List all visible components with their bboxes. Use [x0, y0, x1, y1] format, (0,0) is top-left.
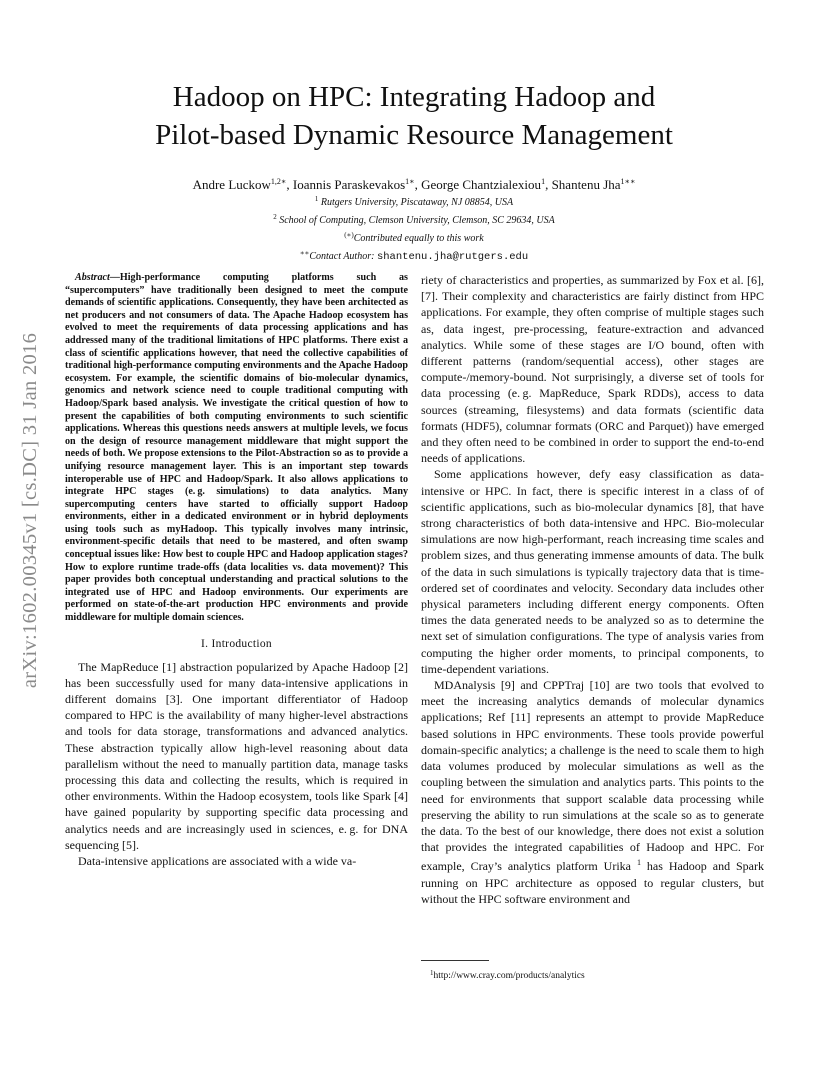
equal-contribution-note — [0, 228, 828, 246]
section-heading-introduction: I. Introduction — [201, 637, 272, 650]
contact-author-note — [0, 246, 828, 265]
arxiv-identifier: arXiv:1602.00345v1 [cs.DC] 31 Jan 2016 — [19, 332, 42, 688]
footnote-mark: 1 — [430, 969, 434, 977]
abstract — [65, 272, 408, 625]
affiliation-mark: 2 — [273, 213, 277, 221]
abstract-text: —High-performance computing platforms such as “supercomputers” have traditionally been designed to meet the compute demands of scientific applications. Consequently, they have been architected as net producers and not consumers of data. The Apache Hadoop ecosystem has evolved to meet the requirements of data processing applications and has addressed many of the traditional limitations of HPC platforms. There exist a class of scientific applications however, that need the collective capabilities of traditional high-performance computing environments and the Apache Hadoop ecosystem. For example, the scientific domains of bio-molecular dynamics, genomics and network science need to couple traditional computing with Hadoop/Spark based analysis. We investigate the critical question of how to present the capabilities of both computing environments to such scientific applications. Whereas this questions needs answers at multiple levels, we focus on the design of resource management middleware that might support the needs of both. We propose extensions to the Pilot-Abstraction so as to provide a unifying resource management layer. This is an important step towards interoperable use of HPC and Hadoop/Spark. It also allows applications to integrate HPC stages (e. g. simulations) to data analytics. Many supercomputing centers have started to officially support Hadoop environments, either in a dedicated environment or in hybrid deployments using tools such as myHadoop. This typically involves many intrinsic, environment-specific details that need to be mastered, and often swamp conceptual issues like: How best to couple HPC and Hadoop application stages? How to explore runtime trade-offs (data localities vs. data movement)? This paper provides both conceptual understanding and practical solutions to the integrated use of HPC and Hadoop environments. Our experiments are performed on state-of-the-art production HPC environments and provide middleware for multiple domain sciences. — [65, 272, 408, 624]
paper-title — [0, 78, 828, 154]
affiliation-text: Contributed equally to this work — [353, 233, 484, 244]
author-name: Shantenu Jha — [551, 177, 621, 192]
footnote — [430, 967, 585, 982]
contact-email[interactable]: shantenu.jha@rutgers.edu — [376, 251, 529, 263]
body-paragraph-with-footnote — [421, 677, 764, 907]
affiliation-mark: ∗∗ — [299, 249, 310, 257]
title-line-2: Pilot-based Dynamic Resource Management — [155, 119, 673, 151]
author-mark: 1,2∗ — [270, 177, 287, 186]
intro-paragraph: The MapReduce [1] abstraction popularized by Apache Hadoop [2] has been successfully used for many data-intensive applications in different domains [3]. One important differentiator of Hadoop compared to HPC is the availability of many higher-level abstractions and tools for data storage, transformations and advanced analytics. These abstraction typically allow high-level reasoning about data parallelism without the need to manually partition data, manage tasks processing this data and collecting the results, which is required in other environments. Within the Hadoop ecosystem, tools like Spark [4] have gained popularity by supporting specific data processing and analytics needs and are increasingly used in sciences, e. g. for DNA sequencing [5]. — [65, 659, 408, 852]
body-paragraph-tail: has Hadoop and Spark running on HPC architecture as opposed to regular clusters, but without the HPC software environment and — [421, 859, 764, 906]
footnote-divider — [421, 960, 489, 961]
affiliation-text: Contact Author: — [309, 251, 375, 262]
intro-paragraph: Data-intensive applications are associated with a wide va- — [78, 854, 357, 869]
author-mark: 1∗ — [405, 177, 415, 186]
author-name: Ioannis Paraskevakos — [292, 177, 406, 192]
author-mark: 1∗∗ — [620, 177, 636, 186]
body-paragraph-text: MDAnalysis [9] and CPPTraj [10] are two tools that evolved to meet the increasing analytics demands of molecular dynamics applications; Ref [11] represents an attempt to provide MapReduce based solutions in HPC environments. These tools provide powerful domain-specific analytics; a challenge is the need to scale them to high data volumes produced by molecular simulations as well as the coupling between the simulation and analytics parts. This points to the need for environments that support scalable data processing while preserving the ability to run simulations at the scale so as to generate the data. To the best of our knowledge, there does not exist a solution that provides the integrated capabilities of Hadoop and HPC. For example, Cray’s analytics platform Urika — [421, 678, 764, 874]
affiliation-2 — [0, 210, 828, 228]
author-name: Andre Luckow — [192, 177, 271, 192]
affiliation-text: Rutgers University, Piscataway, NJ 08854, USA — [320, 197, 514, 208]
left-column — [65, 272, 408, 869]
affiliation-text: School of Computing, Clemson University, Clemson, SC 29634, USA — [279, 215, 555, 226]
author-list: Andre Luckow$^{1,2∗}$, Ioannis Paraskevakos$^{1∗}$, George Chantzialexiou$^1$, Shantenu Jha$^{1∗∗}$ — [192, 177, 636, 192]
body-paragraph: riety of characteristics and properties, as summarized by Fox et al. [6], [7]. Their complexity and characteristics are fairly distinct from HPC applications. For example, they often comprise of multiple stages such as, data ingest, pre-processing, feature-extraction and advanced analytics. While some of these stages are I/O bound, often with different patterns (random/sequential access), other stages are compute-/memory-bound. Not surprisingly, a diverse set of tools for data processing (e. g. MapReduce, Spark RDDs), access to data sources (streaming, filesystems) and data formats (scientific data formats (HDF5), columnar formats (ORC and Parquet)) have emerged and they often need to be combined in order to support the end-to-end needs of applications. — [421, 273, 764, 466]
affiliation-1 — [0, 192, 828, 210]
arxiv-stamp — [14, 290, 48, 730]
body-paragraph: Some applications however, defy easy classification as data-intensive or HPC. In fact, there is specific interest in a class of of scientific applications, such as bio-molecular dynamics [8], that have strong characteristics of both data-intensive and HPC. Bio-molecular simulations are now high-performant, reach increasing time scales and problem sizes, and thus generating immense amounts of data. The bulk of the data in such simulations is typically trajectory data that is time-ordered set of coordinates and velocity. Secondary data includes other physical parameters including different energy components. Often times the data generated needs to be analyzed so as to determine the next set of simulation configurations. The type of analysis varies from computing the higher order moments, to principal components, to time-dependent variations. — [421, 467, 764, 676]
footnote-reference[interactable]: 1 — [636, 858, 641, 868]
author-name: George Chantzialexiou — [421, 177, 542, 192]
author-block — [0, 174, 828, 265]
right-column — [421, 272, 764, 907]
affiliation-mark: (∗) — [344, 231, 354, 239]
affiliation-mark: 1 — [314, 195, 319, 203]
title-line-1: Hadoop on HPC: Integrating Hadoop and — [172, 81, 656, 113]
footnote-url[interactable]: http://www.cray.com/products/analytics — [433, 971, 585, 981]
author-mark: 1 — [541, 177, 546, 186]
abstract-label: Abstract — [75, 272, 110, 283]
